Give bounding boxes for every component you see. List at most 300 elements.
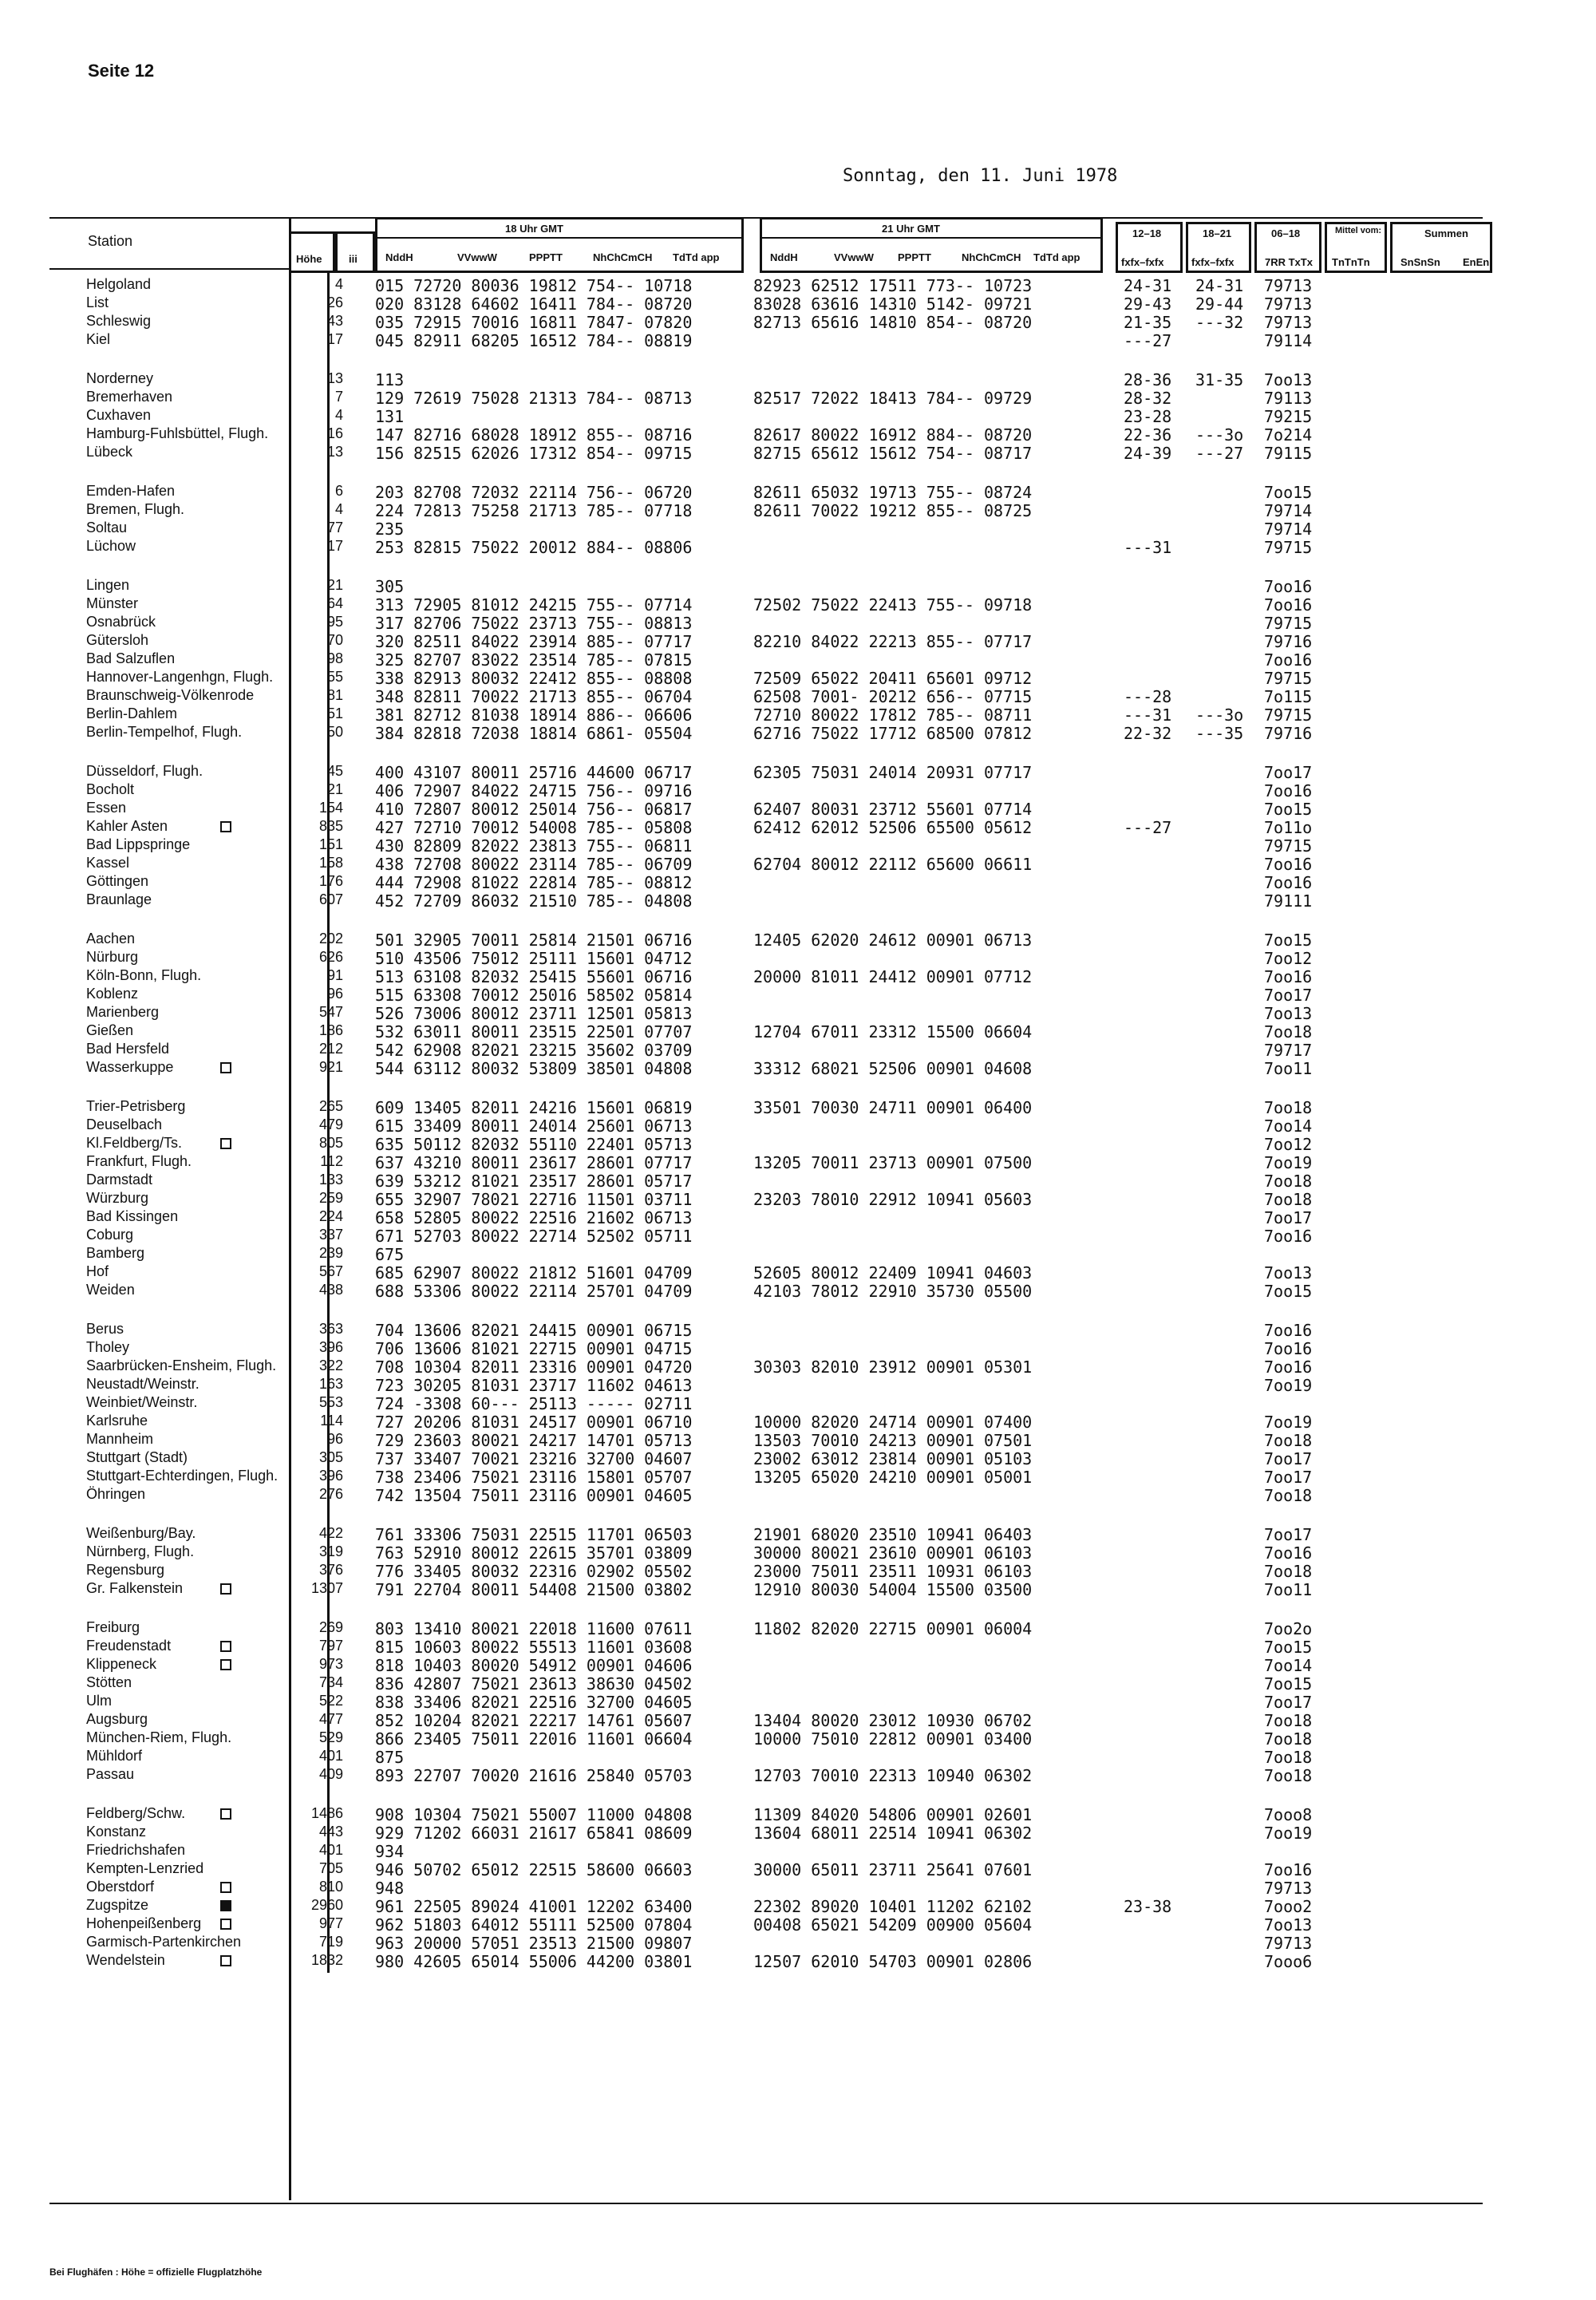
- obs-21-gmt: 20000 81011 24412 00901 07712: [753, 967, 1033, 986]
- temp-group: 7oo18: [1264, 1190, 1313, 1209]
- obs-21-gmt: 82210 84022 22213 855-- 07717: [753, 632, 1033, 651]
- table-row: [0, 1580, 1596, 1599]
- range-18-21: 18–21: [1203, 227, 1232, 239]
- obs-18-gmt: 803 13410 80021 22018 11600 07611: [375, 1619, 693, 1638]
- summen-header: [1390, 222, 1492, 273]
- obs-21-gmt: 62704 80012 22112 65600 06611: [753, 855, 1033, 874]
- obs-18-gmt: 838 33406 82021 22516 32700 04605: [375, 1693, 693, 1712]
- obs-21-gmt: 82923 62512 17511 773-- 10723: [753, 276, 1033, 295]
- temp-group: 7ooo6: [1264, 1952, 1313, 1971]
- obs-18-gmt: 452 72709 86032 21510 785-- 04808: [375, 891, 693, 911]
- table-row: [0, 855, 1596, 873]
- obs-18-gmt: 510 43506 75012 25111 15601 04712: [375, 949, 693, 968]
- obs-18-gmt: 791 22704 80011 54408 21500 03802: [375, 1580, 693, 1599]
- temp-group: 7oo16: [1264, 1543, 1313, 1563]
- obs-21-gmt: 82517 72022 18413 784-- 09729: [753, 389, 1033, 408]
- table-row: [0, 1543, 1596, 1562]
- obs-21-gmt: 00408 65021 54209 00900 05604: [753, 1915, 1033, 1934]
- wind-range-12-18: 22-32: [1124, 724, 1172, 743]
- station-name: Helgoland: [86, 276, 152, 292]
- station-height: 422: [318, 1525, 343, 1541]
- wind-range-12-18: 23-38: [1124, 1897, 1172, 1916]
- temp-group: 7oo18: [1264, 1022, 1313, 1041]
- temp-group: 7oo16: [1264, 967, 1313, 986]
- station-height: 163: [318, 1376, 343, 1392]
- obs-18-gmt: 639 53212 81021 23517 28601 05717: [375, 1172, 693, 1191]
- temp-group: 7oo19: [1264, 1376, 1313, 1395]
- station-height: 705: [318, 1860, 343, 1876]
- obs-18-gmt: 320 82511 84022 23914 885-- 07717: [375, 632, 693, 651]
- table-row: [0, 1098, 1596, 1116]
- obs-18-gmt: 688 53306 80022 22114 25701 04709: [375, 1282, 693, 1301]
- table-row: [0, 705, 1596, 724]
- temp-group: 79713: [1264, 1934, 1313, 1953]
- station-height: 363: [318, 1321, 343, 1337]
- station-name: Garmisch-Partenkirchen: [86, 1934, 242, 1950]
- station-height: 805: [318, 1135, 343, 1151]
- station-name: Bremerhaven: [86, 389, 173, 405]
- mittel-header: [1325, 222, 1387, 273]
- temp-group: 79115: [1264, 444, 1313, 463]
- temp-group: 7oo12: [1264, 949, 1313, 968]
- station-height: 477: [318, 1711, 343, 1727]
- table-row: [0, 1638, 1596, 1656]
- sub-a: fxfx–fxfx: [1121, 256, 1164, 268]
- temp-group: 7oo14: [1264, 1116, 1313, 1136]
- temp-group: 7oo15: [1264, 483, 1313, 502]
- obs-18-gmt: 526 73006 80012 23711 12501 05813: [375, 1004, 693, 1023]
- station-height: 50: [326, 724, 343, 740]
- obs-18-gmt: 430 82809 82022 23813 755-- 06811: [375, 836, 693, 856]
- temp-group: 79715: [1264, 538, 1313, 557]
- obs-18-gmt: 131: [375, 407, 405, 426]
- obs-21-gmt: 11309 84020 54806 00901 02601: [753, 1805, 1033, 1824]
- station-height: 553: [318, 1394, 343, 1410]
- table-row: [0, 967, 1596, 986]
- wind-range-18-21: ---32: [1195, 313, 1244, 332]
- obs-18-gmt: 542 62908 82021 23215 35602 03709: [375, 1041, 693, 1060]
- table-row: [0, 1004, 1596, 1022]
- station-height: 17: [326, 538, 343, 554]
- obs-21-gmt: 30000 65011 23711 25641 07601: [753, 1860, 1033, 1879]
- obs-18-gmt: 893 22707 70020 21616 25840 05703: [375, 1766, 693, 1785]
- table-row: [0, 1245, 1596, 1263]
- obs-18-gmt: 444 72908 81022 22814 785-- 08812: [375, 873, 693, 892]
- temp-group: 7oo13: [1264, 370, 1313, 389]
- station-height: 224: [318, 1208, 343, 1224]
- obs-21-gmt: 10000 82020 24714 00901 07400: [753, 1413, 1033, 1432]
- station-height: 55: [326, 669, 343, 685]
- station-name: Münster: [86, 595, 139, 611]
- station-name: Weinbiet/Weinstr.: [86, 1394, 198, 1410]
- temp-group: 7oo18: [1264, 1431, 1313, 1450]
- table-row: [0, 1339, 1596, 1357]
- station-height: 4: [334, 501, 343, 517]
- obs-18-gmt: 129 72619 75028 21313 784-- 08713: [375, 389, 693, 408]
- table-row: [0, 1693, 1596, 1711]
- temp-group: 79713: [1264, 313, 1313, 332]
- station-name: Koblenz: [86, 986, 139, 1002]
- station-name: Saarbrücken-Ensheim, Flugh.: [86, 1357, 277, 1373]
- temp-group: 7oo18: [1264, 1098, 1313, 1117]
- station-height: 1486: [310, 1805, 343, 1821]
- station-name: Köln-Bonn, Flugh.: [86, 967, 202, 983]
- obs-21-gmt: 12507 62010 54703 00901 02806: [753, 1952, 1033, 1971]
- temp-group: 79715: [1264, 614, 1313, 633]
- station-height: 337: [318, 1227, 343, 1243]
- station-height: 95: [326, 614, 343, 630]
- station-height: 719: [318, 1934, 343, 1950]
- table-row: [0, 1135, 1596, 1153]
- table-row: [0, 1824, 1596, 1842]
- station-name: München-Riem, Flugh.: [86, 1729, 232, 1745]
- table-row: [0, 1525, 1596, 1543]
- obs-18-gmt: 963 20000 57051 23513 21500 09807: [375, 1934, 693, 1953]
- station-name: Essen: [86, 800, 127, 816]
- station-name: Hamburg-Fuhlsbüttel, Flugh.: [86, 425, 269, 441]
- station-height: 114: [320, 1413, 343, 1429]
- table-row: [0, 425, 1596, 444]
- station-height: 322: [318, 1357, 343, 1373]
- station-height: 26: [326, 294, 343, 310]
- station-name: Tholey: [86, 1339, 130, 1355]
- wind-range-12-18: 28-36: [1124, 370, 1172, 389]
- station-name: Hohenpeißenberg: [86, 1915, 202, 1931]
- station-name: Freiburg: [86, 1619, 140, 1635]
- wind-range-18-21: ---3o: [1195, 705, 1244, 725]
- temp-group: 79715: [1264, 669, 1313, 688]
- obs-18-gmt: 852 10204 82021 22217 14761 05607: [375, 1711, 693, 1730]
- obs-18-gmt: 015 72720 80036 19812 754-- 10718: [375, 276, 693, 295]
- obs-18-gmt: 655 32907 78021 22716 11501 03711: [375, 1190, 693, 1209]
- wind-range-12-18: ---28: [1124, 687, 1172, 706]
- station-name: Aachen: [86, 931, 136, 946]
- obs-21-gmt: 12704 67011 23312 15500 06604: [753, 1022, 1033, 1041]
- temp-group: 7o214: [1264, 425, 1313, 445]
- station-name: Weiden: [86, 1282, 135, 1298]
- station-height: 443: [318, 1824, 343, 1840]
- obs-18-gmt: 615 33409 80011 24014 25601 06713: [375, 1116, 693, 1136]
- table-row: [0, 407, 1596, 425]
- obs-18-gmt: 224 72813 75258 21713 785-- 07718: [375, 501, 693, 520]
- temp-group: 79713: [1264, 294, 1313, 314]
- station-height: 98: [326, 650, 343, 666]
- temp-group: 7oo18: [1264, 1172, 1313, 1191]
- obs-21-gmt: 13205 70011 23713 00901 07500: [753, 1153, 1033, 1172]
- station-name: Friedrichshafen: [86, 1842, 186, 1858]
- station-height: 522: [318, 1693, 343, 1709]
- station-height: 567: [318, 1263, 343, 1279]
- wind-range-12-18: 29-43: [1124, 294, 1172, 314]
- temp-group: 7oo16: [1264, 1227, 1313, 1246]
- obs-18-gmt: 742 13504 75011 23116 00901 04605: [375, 1486, 693, 1505]
- station-name: Oberstdorf: [86, 1879, 155, 1895]
- obs-21-gmt: 82715 65612 15612 754-- 08717: [753, 444, 1033, 463]
- station-name: Emden-Hafen: [86, 483, 176, 499]
- temp-group: 7oo16: [1264, 650, 1313, 670]
- station-name: Würzburg: [86, 1190, 149, 1206]
- square-marker-icon: [220, 1641, 231, 1652]
- square-marker-icon: [220, 1659, 231, 1670]
- station-name: Marienberg: [86, 1004, 160, 1020]
- station-name: Weißenburg/Bay.: [86, 1525, 196, 1541]
- obs-18-gmt: 658 52805 80022 22516 21602 06713: [375, 1208, 693, 1227]
- temp-group: 7oo19: [1264, 1413, 1313, 1432]
- table-row: [0, 1190, 1596, 1208]
- obs-18-gmt: 438 72708 80022 23114 785-- 06709: [375, 855, 693, 874]
- obs-18-gmt: 836 42807 75021 23613 38630 04502: [375, 1674, 693, 1693]
- station-height: 797: [318, 1638, 343, 1654]
- temp-group: 7oo16: [1264, 1357, 1313, 1377]
- obs-18-gmt: 406 72907 84022 24715 756-- 09716: [375, 781, 693, 800]
- station-name: Nürnberg, Flugh.: [86, 1543, 195, 1559]
- table-row: [0, 331, 1596, 350]
- obs-18-gmt: 671 52703 80022 22714 52502 05711: [375, 1227, 693, 1246]
- station-name: Braunschweig-Völkenrode: [86, 687, 255, 703]
- table-row: [0, 1227, 1596, 1245]
- temp-group: 7oo16: [1264, 577, 1313, 596]
- obs-18-gmt: 738 23406 75021 23116 15801 05707: [375, 1468, 693, 1487]
- table-row: [0, 1562, 1596, 1580]
- station-name: Göttingen: [86, 873, 149, 889]
- temp-group: 7oo17: [1264, 1208, 1313, 1227]
- wind-range-12-18: 21-35: [1124, 313, 1172, 332]
- station-height: 438: [318, 1282, 343, 1298]
- station-height: 265: [318, 1098, 343, 1114]
- station-height: 529: [318, 1729, 343, 1745]
- obs-18-gmt: 737 33407 70021 23216 32700 04607: [375, 1449, 693, 1468]
- table-row: [0, 1842, 1596, 1860]
- sub-c: 7RR TxTx: [1265, 256, 1313, 268]
- table-row: [0, 949, 1596, 967]
- table-row: [0, 1357, 1596, 1376]
- station-height: 973: [318, 1656, 343, 1672]
- temp-group: 79717: [1264, 1041, 1313, 1060]
- sub-f: EnEn: [1463, 256, 1490, 268]
- station-name: Lübeck: [86, 444, 133, 460]
- b21-col-3: PPPTT: [898, 251, 931, 263]
- table-row: [0, 313, 1596, 331]
- obs-21-gmt: 13404 80020 23012 10930 06702: [753, 1711, 1033, 1730]
- page-number: Seite 12: [88, 61, 155, 81]
- range-12-18: 12–18: [1132, 227, 1162, 239]
- temp-group: 7oo16: [1264, 781, 1313, 800]
- wind-range-12-18: ---31: [1124, 538, 1172, 557]
- table-row: [0, 818, 1596, 836]
- table-row: [0, 1729, 1596, 1748]
- table-row: [0, 1468, 1596, 1486]
- square-marker-icon: [220, 1062, 231, 1073]
- obs-21-gmt: 13604 68011 22514 10941 06302: [753, 1824, 1033, 1843]
- station-height: 835: [318, 818, 343, 834]
- obs-18-gmt: 156 82515 62026 17312 854-- 09715: [375, 444, 693, 463]
- block18-header: [375, 217, 744, 273]
- block21-title: 21 Uhr GMT: [882, 223, 940, 235]
- station-name: Bremen, Flugh.: [86, 501, 185, 517]
- station-name: Braunlage: [86, 891, 152, 907]
- obs-21-gmt: 62716 75022 17712 68500 07812: [753, 724, 1033, 743]
- obs-18-gmt: 544 63112 80032 53809 38501 04808: [375, 1059, 693, 1078]
- obs-18-gmt: 400 43107 80011 25716 44600 06717: [375, 763, 693, 782]
- station-height: 305: [318, 1449, 343, 1465]
- obs-21-gmt: 30000 80021 23610 00901 06103: [753, 1543, 1033, 1563]
- table-row: [0, 538, 1596, 556]
- station-height: 396: [318, 1339, 343, 1355]
- obs-18-gmt: 317 82706 75022 23713 755-- 08813: [375, 614, 693, 633]
- station-name: List: [86, 294, 109, 310]
- obs-18-gmt: 761 33306 75031 22515 11701 06503: [375, 1525, 693, 1544]
- station-height: 151: [318, 836, 343, 852]
- b21-col-4: NhChCmCH: [962, 251, 1021, 263]
- station-height: 7: [334, 389, 343, 405]
- station-height: 810: [318, 1879, 343, 1895]
- table-row: [0, 650, 1596, 669]
- station-height: 734: [318, 1674, 343, 1690]
- bottom-rule: [49, 2203, 1483, 2204]
- station-name: Konstanz: [86, 1824, 147, 1840]
- obs-21-gmt: 33501 70030 24711 00901 06400: [753, 1098, 1033, 1117]
- temp-group: 7ooo2: [1264, 1897, 1313, 1916]
- table-row: [0, 614, 1596, 632]
- station-height: 977: [318, 1915, 343, 1931]
- table-row: [0, 1041, 1596, 1059]
- station-height: 96: [326, 986, 343, 1002]
- obs-18-gmt: 776 33405 80032 22316 02902 05502: [375, 1562, 693, 1581]
- range-18-21-header: [1186, 222, 1251, 273]
- hoehe-header: Höhe: [296, 253, 322, 265]
- station-height: 70: [326, 632, 343, 648]
- obs-18-gmt: 035 72915 70016 16811 7847- 07820: [375, 313, 693, 332]
- table-row: [0, 1860, 1596, 1879]
- b21-col-1: NddH: [770, 251, 798, 263]
- station-height: 16: [326, 425, 343, 441]
- temp-group: 7oo15: [1264, 931, 1313, 950]
- station-name: Bad Kissingen: [86, 1208, 179, 1224]
- obs-18-gmt: 325 82707 83022 23514 785-- 07815: [375, 650, 693, 670]
- summen-label: Summen: [1424, 227, 1468, 239]
- table-row: [0, 1153, 1596, 1172]
- wind-range-12-18: ---31: [1124, 705, 1172, 725]
- obs-21-gmt: 83028 63616 14310 5142- 09721: [753, 294, 1033, 314]
- obs-21-gmt: 62508 7001- 20212 656-- 07715: [753, 687, 1033, 706]
- temp-group: 79716: [1264, 632, 1313, 651]
- station-name: Berlin-Dahlem: [86, 705, 178, 721]
- station-name: Darmstadt: [86, 1172, 153, 1188]
- temp-group: 7oo18: [1264, 1562, 1313, 1581]
- station-name: Stuttgart-Echterdingen, Flugh.: [86, 1468, 279, 1484]
- table-row: [0, 389, 1596, 407]
- temp-group: 7oo13: [1264, 1004, 1313, 1023]
- station-name: Düsseldorf, Flugh.: [86, 763, 203, 779]
- b18-col-5: TdTd app: [673, 251, 720, 263]
- station-height: 547: [318, 1004, 343, 1020]
- table-row: [0, 483, 1596, 501]
- station-name: Kassel: [86, 855, 130, 871]
- table-row: [0, 763, 1596, 781]
- station-name: Osnabrück: [86, 614, 156, 630]
- table-row: [0, 1413, 1596, 1431]
- temp-group: 7oo13: [1264, 1263, 1313, 1282]
- station-height: 276: [318, 1486, 343, 1502]
- temp-group: 7oo19: [1264, 1824, 1313, 1843]
- b18-col-2: VVwwW: [457, 251, 497, 263]
- obs-18-gmt: 908 10304 75021 55007 11000 04808: [375, 1805, 693, 1824]
- obs-18-gmt: 609 13405 82011 24216 15601 06819: [375, 1098, 693, 1117]
- obs-18-gmt: 501 32905 70011 25814 21501 06716: [375, 931, 693, 950]
- obs-21-gmt: 52605 80012 22409 10941 04603: [753, 1263, 1033, 1282]
- obs-18-gmt: 727 20206 81031 24517 00901 06710: [375, 1413, 693, 1432]
- sub-d: TnTnTn: [1332, 256, 1370, 268]
- station-height: 154: [318, 800, 343, 816]
- obs-21-gmt: 72710 80022 17812 785-- 08711: [753, 705, 1033, 725]
- station-height: 45: [326, 763, 343, 779]
- obs-18-gmt: 020 83128 64602 16411 784-- 08720: [375, 294, 693, 314]
- station-name: Wasserkuppe: [86, 1059, 174, 1075]
- station-height: 4: [334, 276, 343, 292]
- station-height: 64: [326, 595, 343, 611]
- station-name: Hof: [86, 1263, 109, 1279]
- obs-21-gmt: 23000 75011 23511 10931 06103: [753, 1562, 1033, 1581]
- station-name: Kahler Asten: [86, 818, 168, 834]
- station-height: 1832: [310, 1952, 343, 1968]
- temp-group: 79114: [1264, 331, 1313, 350]
- obs-18-gmt: 723 30205 81031 23717 11602 04613: [375, 1376, 693, 1395]
- temp-group: 7oo17: [1264, 1468, 1313, 1487]
- obs-21-gmt: 82611 65032 19713 755-- 08724: [753, 483, 1033, 502]
- station-name: Schleswig: [86, 313, 152, 329]
- temp-group: 7oo11: [1264, 1059, 1313, 1078]
- station-height: 396: [318, 1468, 343, 1484]
- station-name: Mühldorf: [86, 1748, 143, 1764]
- obs-21-gmt: 21901 68020 23510 10941 06403: [753, 1525, 1033, 1544]
- station-name: Berlin-Tempelhof, Flugh.: [86, 724, 243, 740]
- obs-21-gmt: 82611 70022 19212 855-- 08725: [753, 501, 1033, 520]
- wind-range-12-18: 22-36: [1124, 425, 1172, 445]
- obs-18-gmt: 980 42605 65014 55006 44200 03801: [375, 1952, 693, 1971]
- station-name: Bad Hersfeld: [86, 1041, 170, 1057]
- station-height: 133: [318, 1172, 343, 1188]
- table-row: [0, 931, 1596, 949]
- station-name: Ulm: [86, 1693, 112, 1709]
- temp-group: 79715: [1264, 836, 1313, 856]
- obs-18-gmt: 427 72710 70012 54008 785-- 05808: [375, 818, 693, 837]
- obs-21-gmt: 62412 62012 52506 65500 05612: [753, 818, 1033, 837]
- obs-21-gmt: 33312 68021 52506 00901 04608: [753, 1059, 1033, 1078]
- station-height: 259: [318, 1190, 343, 1206]
- obs-18-gmt: 708 10304 82011 23316 00901 04720: [375, 1357, 693, 1377]
- wind-range-12-18: ---27: [1124, 818, 1172, 837]
- station-height: 239: [318, 1245, 343, 1261]
- station-height: 51: [326, 705, 343, 721]
- station-name: Feldberg/Schw.: [86, 1805, 186, 1821]
- table-row: [0, 1022, 1596, 1041]
- b18-col-3: PPPTT: [529, 251, 563, 263]
- temp-group: 79716: [1264, 724, 1313, 743]
- obs-18-gmt: 381 82712 81038 18914 886-- 06606: [375, 705, 693, 725]
- station-name: Stötten: [86, 1674, 132, 1690]
- table-row: [0, 1674, 1596, 1693]
- obs-21-gmt: 10000 75010 22812 00901 03400: [753, 1729, 1033, 1749]
- square-marker-icon: [220, 1138, 231, 1149]
- temp-group: 7oo17: [1264, 1449, 1313, 1468]
- table-row: [0, 1656, 1596, 1674]
- station-height: 158: [318, 855, 343, 871]
- temp-group: 79713: [1264, 276, 1313, 295]
- table-row: [0, 1879, 1596, 1897]
- table-row: [0, 836, 1596, 855]
- filled-square-marker-icon: [220, 1900, 231, 1911]
- range-12-18-header: [1116, 222, 1183, 273]
